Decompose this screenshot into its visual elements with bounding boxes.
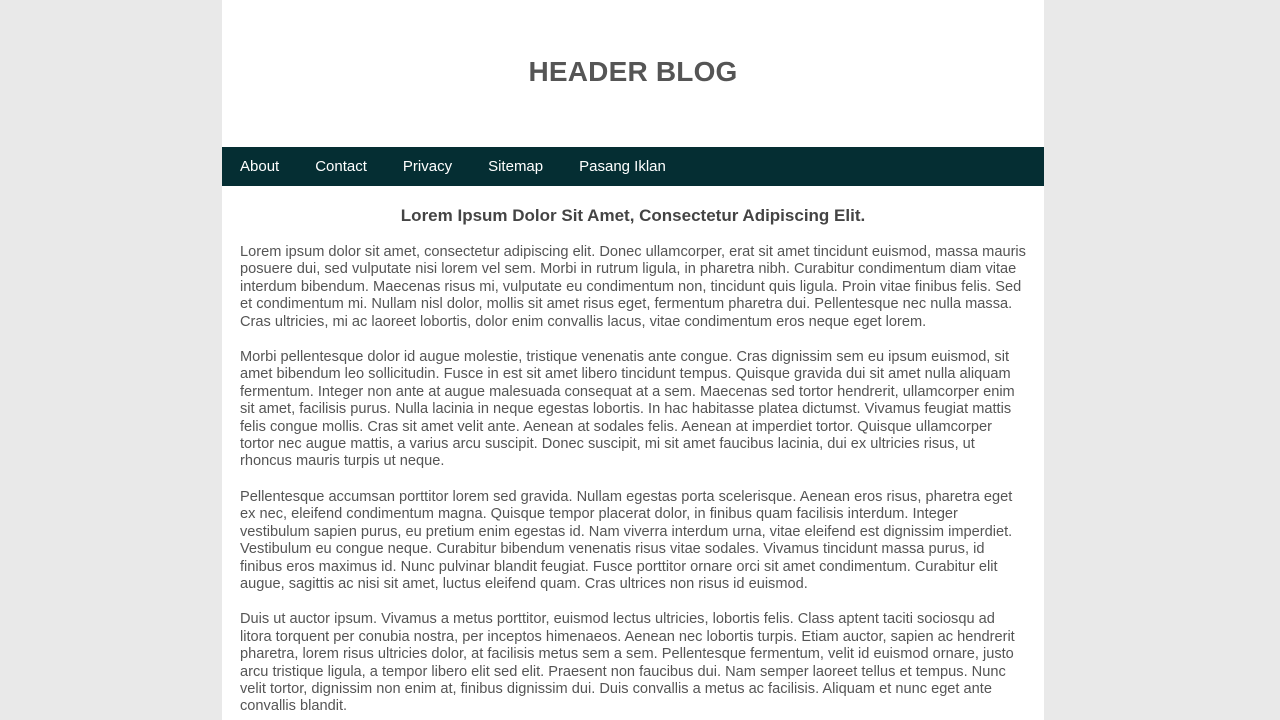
- post-paragraph: Lorem ipsum dolor sit amet, consectetur adipiscing elit. Donec ullamcorper, erat sit amet tincidunt euismod, massa mauris posuere dui, sed vulputate nisi lorem vel sem. Morbi in rutrum ligula, in pharetra nibh. Curabitur condimentum diam vitae interdum bibendum. Maecenas risus mi, vulputate eu condimentum non, tincidunt quis ligula. Proin vitae finibus felis. Sed et condimentum mi. Nullam nisl dolor, mollis sit amet risus eget, fermentum pharetra dui. Pellentesque nec nulla massa. Cras ultricies, mi ac laoreet lobortis, dolor enim convallis lacus, vitae condimentum eros neque eget lorem.: [240, 244, 1026, 330]
- nav-item-about[interactable]: About: [240, 158, 280, 175]
- post-content: [222, 186, 1044, 716]
- blog-page: [222, 0, 1044, 720]
- site-header: [222, 0, 1044, 147]
- post-paragraph: Pellentesque accumsan porttitor lorem sed gravida. Nullam egestas porta scelerisque. Aenean eros risus, pharetra eget ex nec, eleifend condimentum magna. Quisque tempor placerat dolor, in finibus quam facilisis interdum. Integer vestibulum sapien purus, eu pretium enim egestas id. Nam viverra interdum urna, vitae eleifend est dignissim imperdiet. Vestibulum eu congue neque. Curabitur bibendum venenatis risus vitae sodales. Vivamus tincidunt massa purus, id finibus eros maximus id. Nunc pulvinar blandit feugiat. Fusce porttitor ornare orci sit amet condimentum. Curabitur elit augue, sagittis ac nisi sit amet, luctus eleifend quam. Cras ultrices non risus id euismod.: [240, 488, 1013, 592]
- nav-item-sitemap[interactable]: Sitemap: [488, 158, 544, 175]
- post-title: Lorem Ipsum Dolor Sit Amet, Consectetur Adipiscing Elit.: [400, 206, 866, 225]
- nav-item-contact[interactable]: Contact: [315, 158, 367, 175]
- main-nav: [222, 147, 1044, 186]
- nav-item-privacy[interactable]: Privacy: [402, 158, 453, 175]
- site-title[interactable]: HEADER BLOG: [528, 56, 738, 87]
- nav-item-pasang-iklan[interactable]: Pasang Iklan: [579, 158, 666, 175]
- post-paragraph: Morbi pellentesque dolor id augue molestie, tristique venenatis ante congue. Cras dignissim sem eu ipsum euismod, sit amet bibendum leo sollicitudin. Fusce in est sit amet libero tincidunt tempus. Quisque gravida dui sit amet nulla aliquam fermentum. Integer non ante at augue malesuada consequat at a sem. Maecenas sed tortor hendrerit, ullamcorper enim sit amet, facilisis purus. Nulla lacinia in neque egestas lobortis. In hac habitasse platea dictumst. Vivamus feugiat mattis felis congue mollis. Cras sit amet velit ante. Aenean at sodales felis. Aenean at imperdiet tortor. Quisque ullamcorper tortor nec augue mattis, a varius arcu suscipit. Donec suscipit, mi sit amet faucibus lacinia, dui ex ultricies risus, ut rhoncus mauris turpis ut neque.: [240, 349, 1015, 470]
- post-body: [240, 244, 1026, 716]
- post-paragraph: Duis ut auctor ipsum. Vivamus a metus porttitor, euismod lectus ultricies, lobortis felis. Class aptent taciti sociosqu ad litora torquent per conubia nostra, per inceptos himenaeos. Aenean nec lobortis turpis. Etiam auctor, sapien ac hendrerit pharetra, lorem risus ultricies dolor, at facilisis metus sem a sem. Pellentesque fermentum, velit id euismod ornare, justo arcu tristique ligula, a tempor libero elit sed elit. Praesent non faucibus dui. Nam semper laoreet tellus et tempus. Nunc velit tortor, dignissim non enim at, finibus dignissim dui. Duis convallis a metus ac facilisis. Aliquam et nunc eget ante convallis blandit.: [240, 611, 1015, 715]
